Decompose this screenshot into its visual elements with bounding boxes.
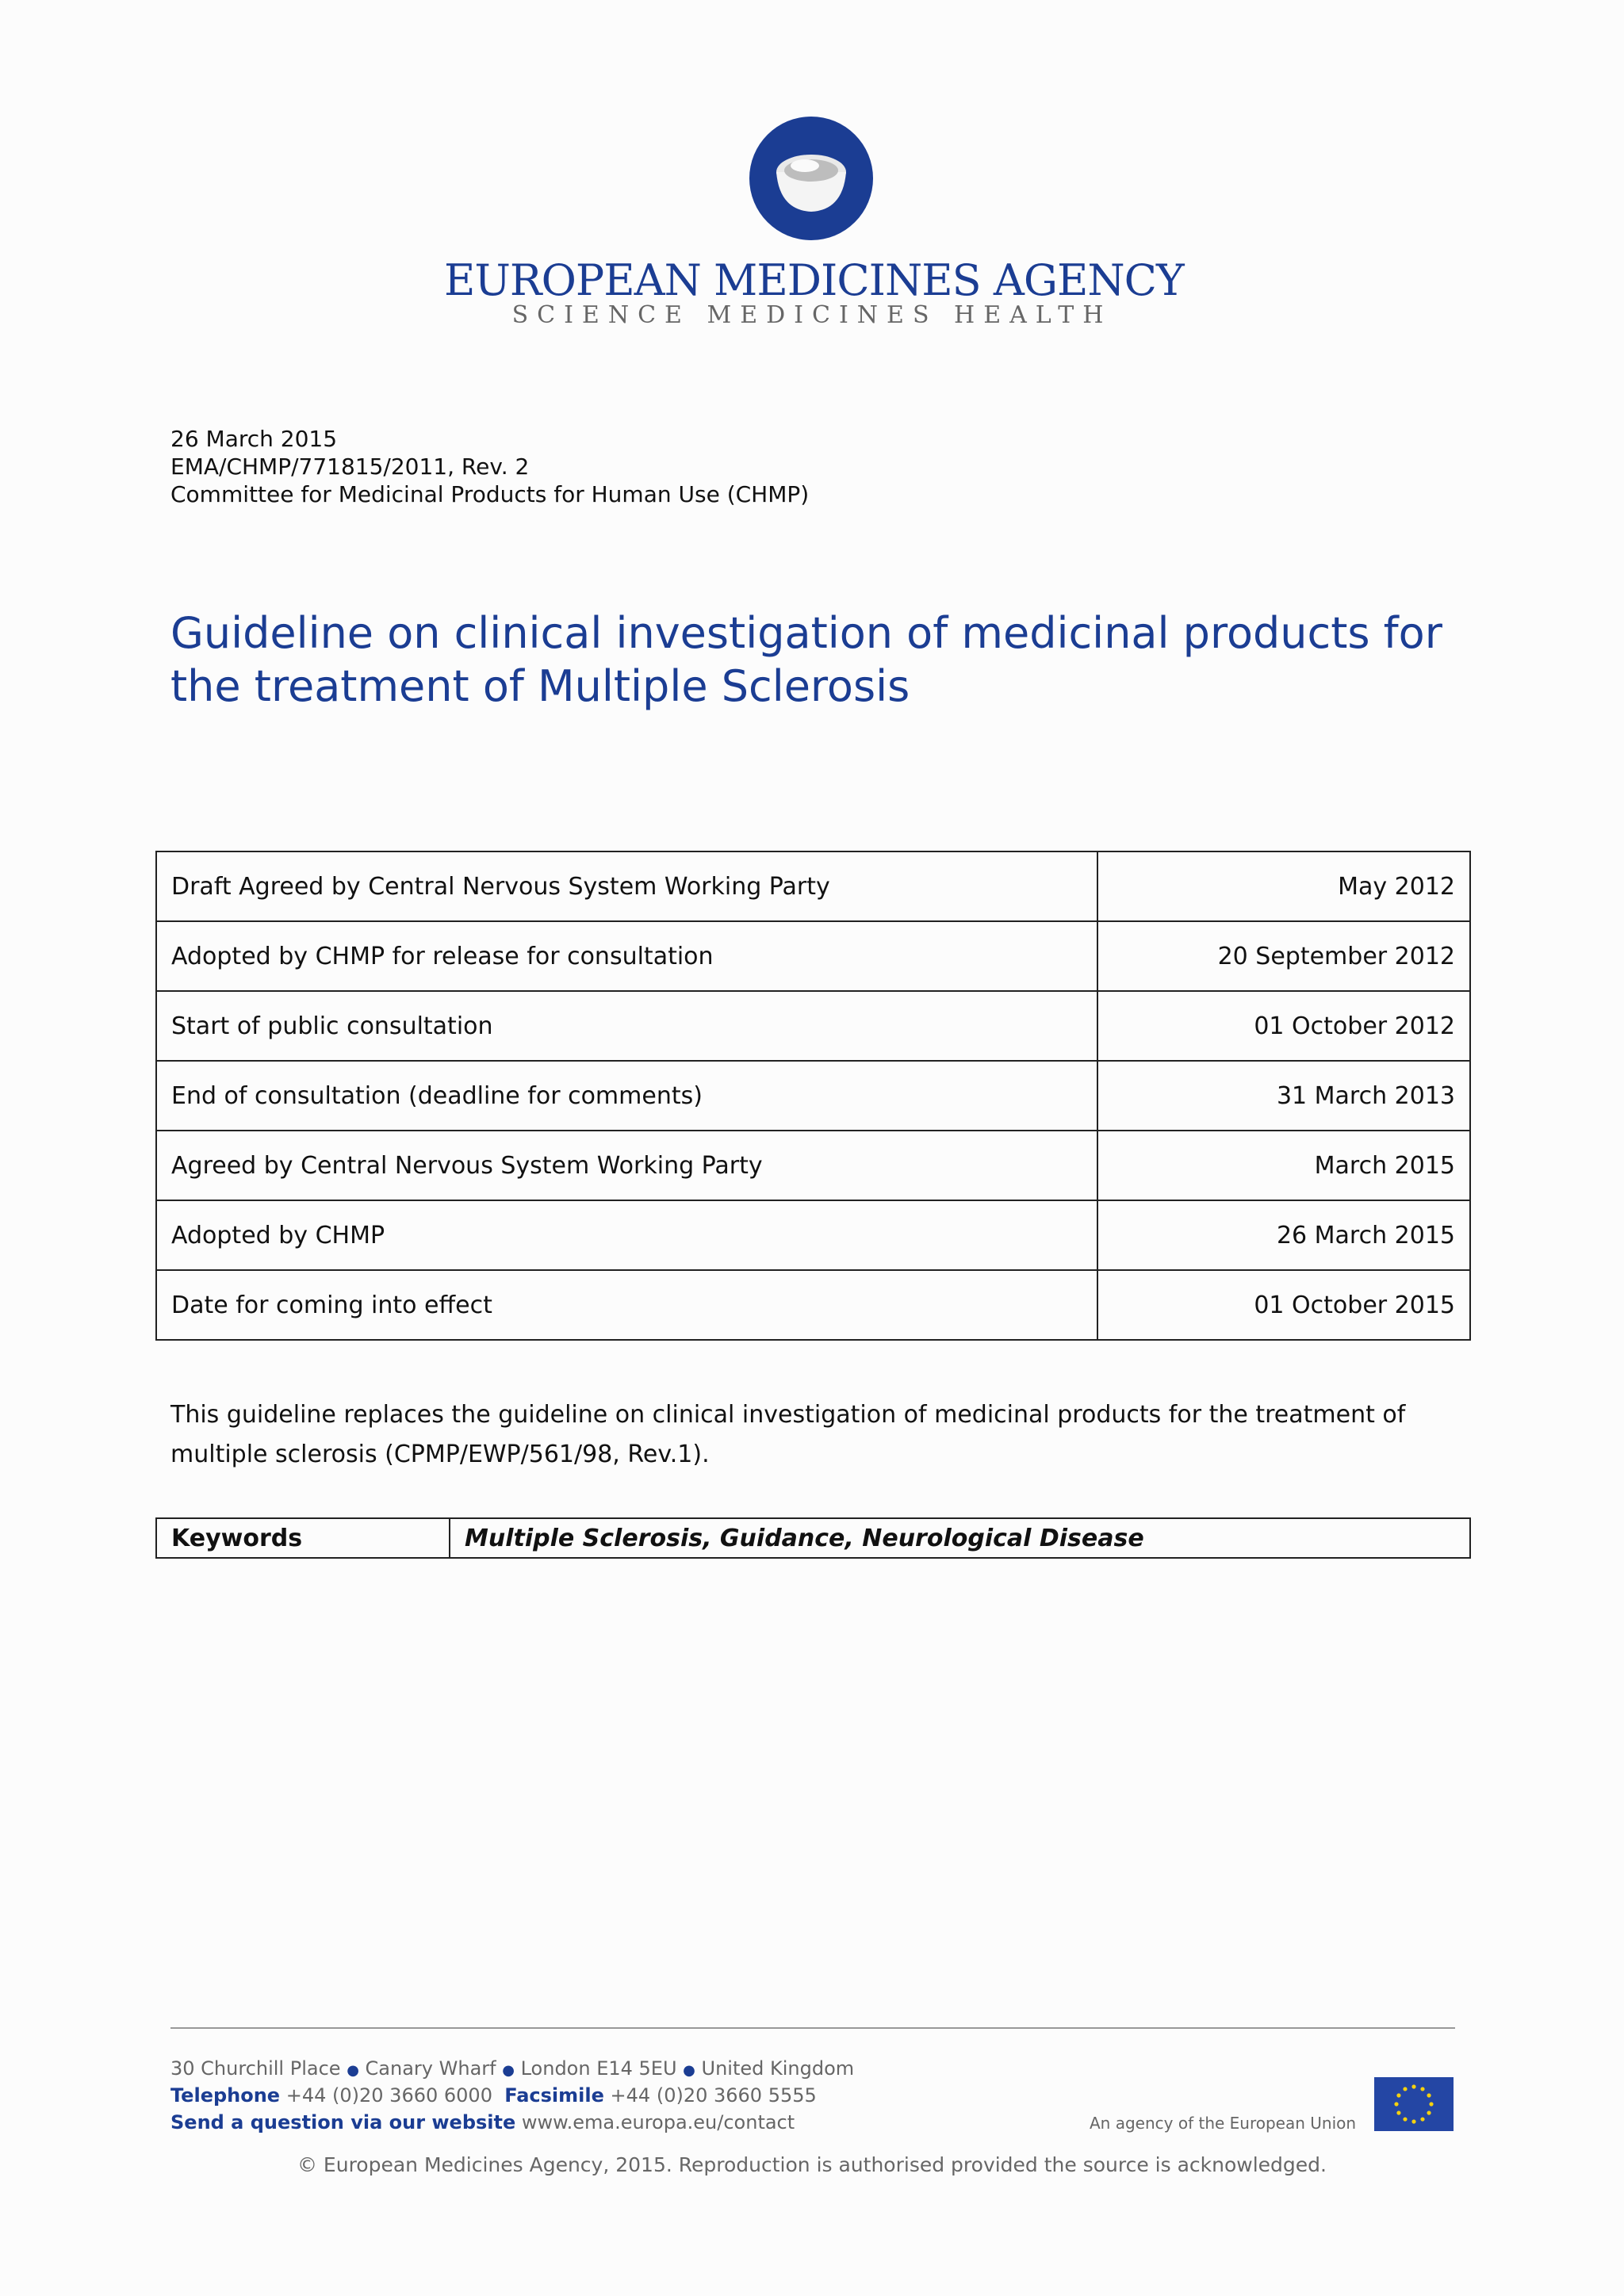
eu-agency-label: An agency of the European Union <box>1090 2114 1357 2133</box>
timeline-date: 20 September 2012 <box>1097 921 1470 991</box>
bullet-icon: ● <box>347 2062 359 2079</box>
eu-star-icon <box>1411 2084 1415 2088</box>
footer-contact-numbers <box>170 2082 817 2109</box>
committee-name: Committee for Medicinal Products for Human Use (CHMP) <box>170 481 810 507</box>
copyright-notice: © European Medicines Agency, 2015. Reproduction is authorised provided the source is acknowledged. <box>297 2153 1327 2176</box>
keywords-label: Keywords <box>156 1518 450 1558</box>
eu-star-icon <box>1403 2087 1407 2091</box>
address-line: Canary Wharf <box>365 2057 496 2080</box>
agency-tagline: SCIENCE MEDICINES HEALTH <box>511 301 1113 329</box>
eu-star-icon <box>1420 2117 1424 2121</box>
telephone-label: Telephone <box>170 2084 281 2107</box>
timeline-label: Draft Agreed by Central Nervous System Working Party <box>156 851 1097 921</box>
ema-logo-icon <box>748 115 875 242</box>
footer-web <box>170 2109 795 2136</box>
timeline-date: 26 March 2015 <box>1097 1200 1470 1270</box>
table-row <box>156 1200 1470 1270</box>
table-row <box>156 1131 1470 1200</box>
bullet-icon: ● <box>683 2062 695 2079</box>
table-row <box>156 1270 1470 1340</box>
agency-name: EUROPEAN MEDICINES AGENCY <box>444 255 1184 305</box>
table-row <box>156 1518 1470 1558</box>
keywords-table <box>155 1517 1471 1559</box>
timeline-label: Date for coming into effect <box>156 1270 1097 1340</box>
timeline-label: Adopted by CHMP <box>156 1200 1097 1270</box>
timeline-label: Adopted by CHMP for release for consultation <box>156 921 1097 991</box>
table-row <box>156 991 1470 1061</box>
eu-flag-icon <box>1374 2077 1454 2131</box>
timeline-label: End of consultation (deadline for comments) <box>156 1061 1097 1131</box>
timeline-table <box>155 851 1471 1341</box>
eu-star-icon <box>1411 2119 1415 2123</box>
eu-star-icon <box>1403 2117 1407 2121</box>
contact-link[interactable]: www.ema.europa.eu/contact <box>521 2111 795 2133</box>
timeline-date: May 2012 <box>1097 851 1470 921</box>
document-reference: EMA/CHMP/771815/2011, Rev. 2 <box>170 453 530 480</box>
footer-address <box>170 2055 854 2084</box>
telephone-number: +44 (0)20 3660 6000 <box>285 2084 492 2107</box>
timeline-date: 01 October 2012 <box>1097 991 1470 1061</box>
timeline-label: Start of public consultation <box>156 991 1097 1061</box>
eu-star-icon <box>1396 2110 1400 2114</box>
eu-star-icon <box>1427 2110 1431 2114</box>
timeline-date: 01 October 2015 <box>1097 1270 1470 1340</box>
table-row <box>156 921 1470 991</box>
timeline-date: March 2015 <box>1097 1131 1470 1200</box>
page-title: Guideline on clinical investigation of medicinal products for the treatment of Multiple Sclerosis <box>170 608 1442 711</box>
document-date: 26 March 2015 <box>170 426 338 452</box>
table-row <box>156 851 1470 921</box>
timeline-date: 31 March 2013 <box>1097 1061 1470 1131</box>
keywords-value: Multiple Sclerosis, Guidance, Neurological Disease <box>450 1518 1470 1558</box>
eu-star-icon <box>1420 2087 1424 2091</box>
address-line: London E14 5EU <box>520 2057 677 2080</box>
table-row <box>156 1061 1470 1131</box>
replacement-note: This guideline replaces the guideline on clinical investigation of medicinal products for the treatment of multiple sclerosis (CPMP/EWP/561/98, Rev.1). <box>170 1401 1406 1468</box>
bullet-icon: ● <box>502 2062 515 2079</box>
timeline-label: Agreed by Central Nervous System Working Party <box>156 1131 1097 1200</box>
eu-star-icon <box>1396 2093 1400 2097</box>
footer-divider <box>170 2027 1455 2029</box>
eu-star-icon <box>1427 2093 1431 2097</box>
address-line: United Kingdom <box>701 2057 855 2080</box>
eu-star-icon <box>1394 2102 1398 2106</box>
facsimile-number: +44 (0)20 3660 5555 <box>610 2084 817 2107</box>
facsimile-label: Facsimile <box>504 2084 604 2107</box>
web-label: Send a question via our website <box>170 2111 516 2133</box>
address-line: 30 Churchill Place <box>170 2057 341 2080</box>
eu-star-icon <box>1429 2102 1433 2106</box>
